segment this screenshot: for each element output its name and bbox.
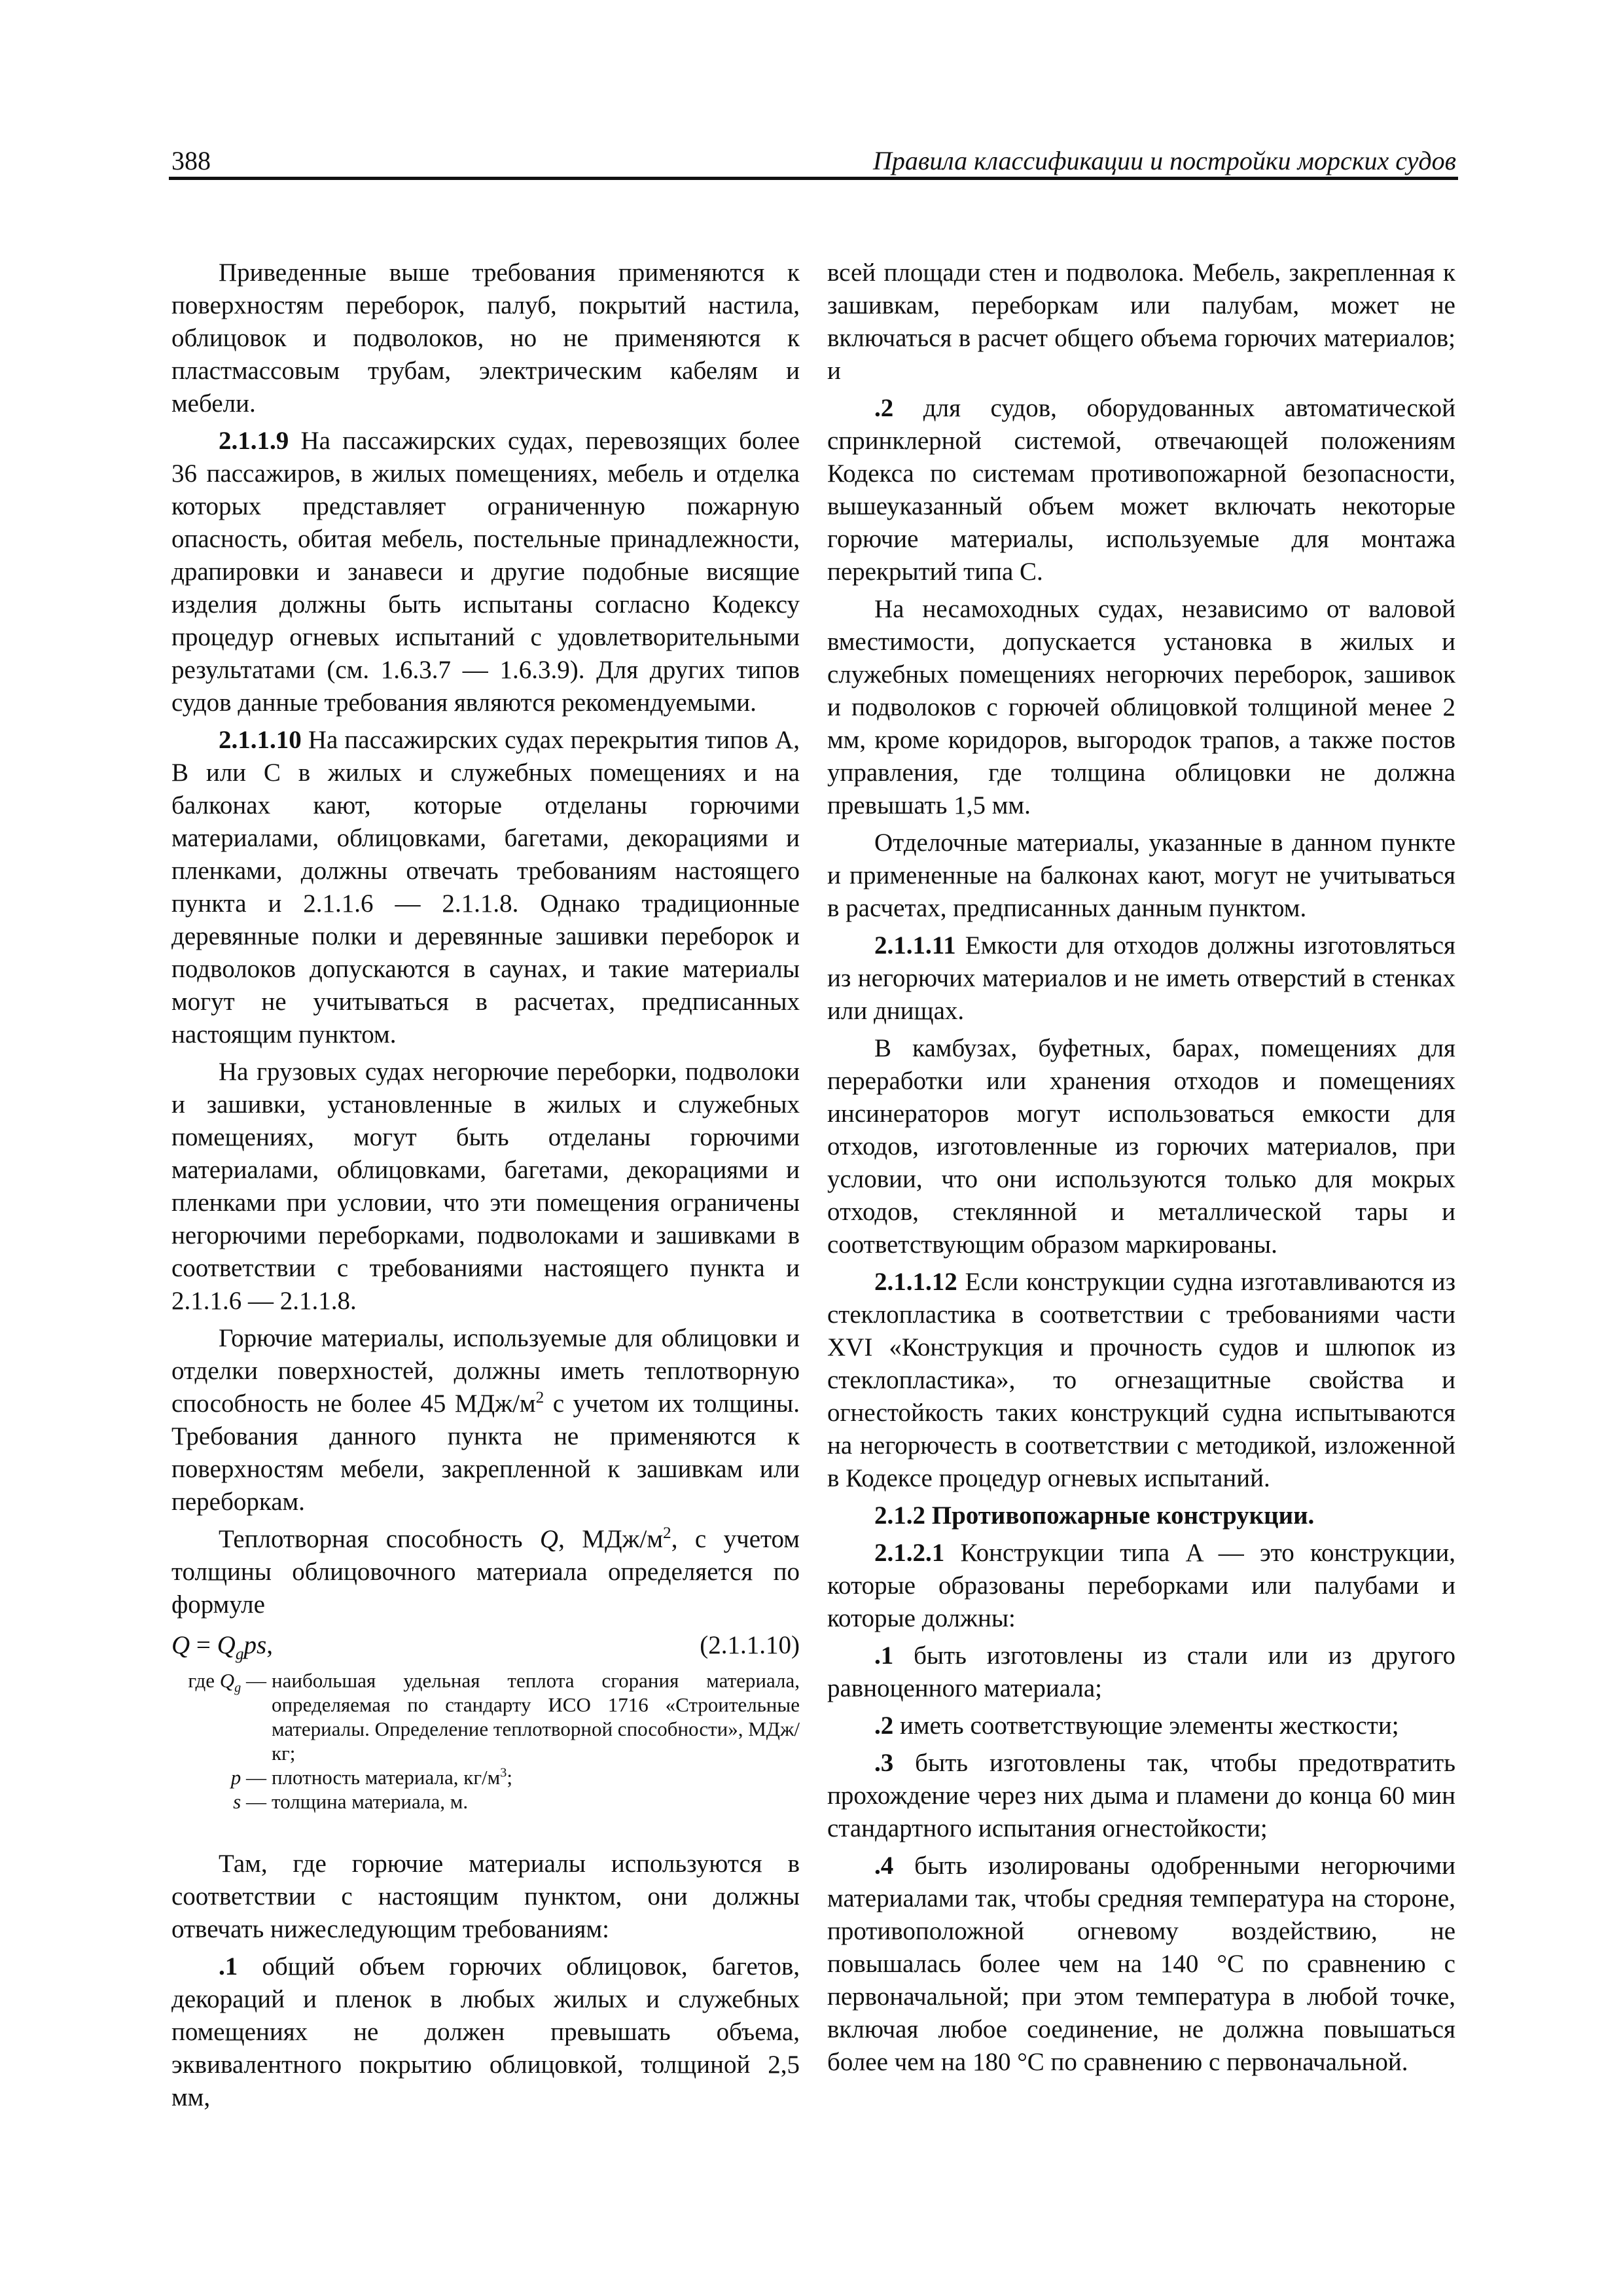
- formula-rest: ps: [243, 1631, 267, 1659]
- legend-symbol-p: p: [230, 1766, 241, 1789]
- paragraph: [827, 1266, 1455, 1495]
- list-item: [827, 1640, 1455, 1705]
- legend-subscript: g: [234, 1681, 241, 1696]
- list-item-text: быть изготовлены из стали или из другого равноценного материала;: [827, 1641, 1455, 1702]
- legend-text: толщина материала, м.: [272, 1790, 469, 1813]
- running-title: Правила классификации и постройки морских судов: [872, 146, 1456, 175]
- item-number: .2: [874, 394, 894, 422]
- paragraph: [827, 1537, 1455, 1635]
- legend-symbol-s: s: [233, 1790, 241, 1813]
- paragraph-text: Конструкции типа A — это конструкции, которые образованы переборками или палубами и которые должны:: [827, 1539, 1455, 1632]
- legend-row: [171, 1789, 800, 1814]
- symbol-q: Q: [539, 1525, 559, 1553]
- paragraph-text: На пассажирских судах, перевозящих более 36 пассажиров, в жилых помещениях, мебель и отделка которых представляет ограниченную пожарную опасность, обитая мебель, постельные принадлежности, драпировки и занавеси и другие подобные висящие изделия должны быть испытаны согласно Кодексу процедур огневых испытаний с удовлетворительными результатами (см. 1.6.3.7 — 1.6.3.9). Для других типов судов данные требования являются рекомендуемыми.: [171, 427, 800, 717]
- paragraph: В камбузах, буфетных, барах, помещениях для переработки или хранения отходов и помещениях инсинераторов могут использоваться емкости для отходов, изготовленные из горючих материалов, при условии, что они используются только для мокрых отходов, стеклянной и металлической тары и соответствующим образом маркированы.: [827, 1034, 1455, 1259]
- legend-dash: —: [241, 1669, 266, 1692]
- clause-number: 2.1.1.12: [874, 1268, 957, 1296]
- item-number: .1: [219, 1952, 238, 1981]
- paragraph: [827, 929, 1455, 1028]
- paragraph-text: общий объем горючих облицовок, багетов, декораций и пленок в любых жилых и служебных помещениях не должен превышать объема, эквивалентного покрытию облицовкой, толщиной 2,5 мм,: [171, 1952, 800, 2111]
- item-number: .3: [874, 1749, 894, 1777]
- left-column: [171, 257, 800, 2119]
- legend-symbol: [171, 1668, 272, 1765]
- legend-symbol: [171, 1789, 272, 1814]
- header-rule: [169, 177, 1458, 180]
- formula-equals: =: [190, 1631, 217, 1659]
- paragraph: [171, 724, 800, 1051]
- formula-legend: [171, 1668, 800, 1814]
- legend-dash: —: [241, 1790, 266, 1813]
- paragraph: Там, где горючие материалы используются в соответствии с настоящим пунктом, они должны отвечать нижеследующим требованиям:: [171, 1850, 800, 1943]
- list-item: [827, 1710, 1455, 1742]
- formula: [171, 1629, 800, 1662]
- paragraph: Отделочные материалы, указанные в данном пункте и примененные на балконах кают, могут не учитываться в расчетах, предписанных данным пунктом.: [827, 829, 1455, 922]
- paragraph-text: , МДж/м: [558, 1525, 664, 1553]
- legend-prefix: где: [188, 1669, 220, 1692]
- list-item-text: быть изолированы одобренными негорючими материалами так, чтобы средняя температура на стороне, противоположной огневому воздействию, не повышалась более чем на 140 °C по сравнению с первоначальной; при этом температура в любой точке, включая любое соединение, не должна повышаться более чем на 180 °C по сравнению с первоначальной.: [827, 1852, 1455, 2076]
- item-number: .2: [874, 1712, 894, 1740]
- item-number: .4: [874, 1852, 894, 1880]
- formula-lhs: Q: [171, 1631, 190, 1659]
- legend-dash: —: [241, 1766, 266, 1789]
- superscript: 3: [500, 1765, 507, 1780]
- formula-subscript: g: [235, 1644, 244, 1663]
- legend-text-part: плотность материала, кг/м: [272, 1766, 501, 1789]
- formula-number: (2.1.1.10): [700, 1631, 800, 1659]
- section-heading: 2.1.2 Противопожарные конструкции.: [874, 1501, 1315, 1530]
- list-item: [827, 1747, 1455, 1845]
- paragraph-text: , с учетом толщины облицовочного материала определяется по формуле: [171, 1525, 800, 1619]
- list-item: [827, 1850, 1455, 2079]
- clause-number: 2.1.1.11: [874, 931, 956, 960]
- paragraph: Приведенные выше требования применяются к поверхностям переборок, палуб, покрытий настила, облицовок и подволоков, но не применяются к пластмассовым трубам, электрическим кабелям и мебели.: [171, 259, 800, 418]
- paragraph-text: Емкости для отходов должны изготовляться из негорючих материалов и не иметь отверстий в стенках или днищах.: [827, 931, 1455, 1025]
- paragraph: [171, 1322, 800, 1518]
- legend-row: [171, 1765, 800, 1789]
- paragraph: На несамоходных судах, независимо от валовой вместимости, допускается установка в жилых и служебных помещениях негорючих переборок, зашивок и подволоков с горючей облицовкой толщиной менее 2 мм, кроме коридоров, выгородок трапов, а также постов управления, где толщина облицовки не должна превышать 1,5 мм.: [827, 595, 1455, 819]
- paragraph-text: Если конструкции судна изготавливаются из стеклопластика в соответствии с требованиями части XVI «Конструкция и прочность судов и шлюпок из стеклопластика», то огнезащитные свойства и огнестойкость таких конструкций судна испытываются на негорючесть в соответствии с методикой, изложенной в Кодексе процедур огневых испытаний.: [827, 1268, 1455, 1492]
- legend-symbol-q: Q: [219, 1669, 235, 1692]
- formula-comma: ,: [266, 1631, 273, 1659]
- paragraph-text: Горючие материалы, используемые для облицовки и отделки поверхностей, должны иметь теплотворную способность не более 45 МДж/м: [171, 1324, 800, 1418]
- paragraph: [171, 1523, 800, 1621]
- paragraph: [827, 392, 1455, 588]
- right-column: [827, 257, 1455, 2083]
- paragraph: всей площади стен и подволока. Мебель, закрепленная к зашивкам, переборкам или палубам, может не включаться в расчет общего объема горючих материалов; и: [827, 259, 1455, 385]
- paragraph: [171, 425, 800, 719]
- paragraph-text: для судов, оборудованных автоматической спринклерной системой, отвечающей положениям Кодекса по системам противопожарной безопасности, вышеуказанный объем может включать некоторые горючие материалы, используемые для монтажа перекрытий типа C.: [827, 394, 1455, 586]
- clause-number: 2.1.1.9: [219, 427, 289, 455]
- paragraph: [171, 1950, 800, 2114]
- clause-number: 2.1.2.1: [874, 1539, 945, 1567]
- legend-text-end: ;: [507, 1766, 512, 1789]
- legend-symbol: [171, 1765, 272, 1789]
- paragraph-text: с учетом их толщины. Требования данного пункта не применяются к поверхностям мебели, закрепленной к зашивкам или переборкам.: [171, 1390, 800, 1516]
- legend-text: наибольшая удельная теплота сгорания материала, определяемая по стандарту ИСО 1716 «Строительные материалы. Определение теплотворной способности», МДж/кг;: [272, 1669, 800, 1765]
- formula-expression: [171, 1629, 273, 1662]
- superscript: 2: [663, 1524, 671, 1542]
- page-number: 388: [171, 146, 211, 175]
- paragraph-text: На пассажирских судах перекрытия типов A, B или C в жилых и служебных помещениях и на балконах кают, которые отделаны горючими материалами, облицовками, багетами, декорациями и пленками, должны отвечать требованиям настоящего пункта и 2.1.1.6 — 2.1.1.8. Однако традиционные деревянные полки и деревянные зашивки переборок и подволоков допускаются в саунах, и такие материалы могут не учитываться в расчетах, предписанных настоящим пунктом.: [171, 726, 800, 1049]
- legend-text: [272, 1765, 800, 1789]
- paragraph-text: Теплотворная способность: [219, 1525, 540, 1553]
- superscript: 2: [535, 1388, 544, 1407]
- clause-number: 2.1.1.10: [219, 726, 302, 754]
- item-number: .1: [874, 1641, 894, 1670]
- formula-q: Q: [217, 1631, 236, 1659]
- list-item-text: иметь соответствующие элементы жесткости;: [893, 1712, 1399, 1740]
- list-item-text: быть изготовлены так, чтобы предотвратить прохождение через них дыма и пламени до конца 60 мин стандартного испытания огнестойкости;: [827, 1749, 1455, 1842]
- legend-row: [171, 1668, 800, 1765]
- paragraph: На грузовых судах негорючие переборки, подволоки и зашивки, установленные в жилых и служебных помещениях, могут быть отделаны горючими материалами, облицовками, багетами, декорациями и пленками при условии, что эти помещения ограничены негорючими переборками, подволоками и зашивками в соответствии с требованиями настоящего пункта и 2.1.1.6 — 2.1.1.8.: [171, 1058, 800, 1315]
